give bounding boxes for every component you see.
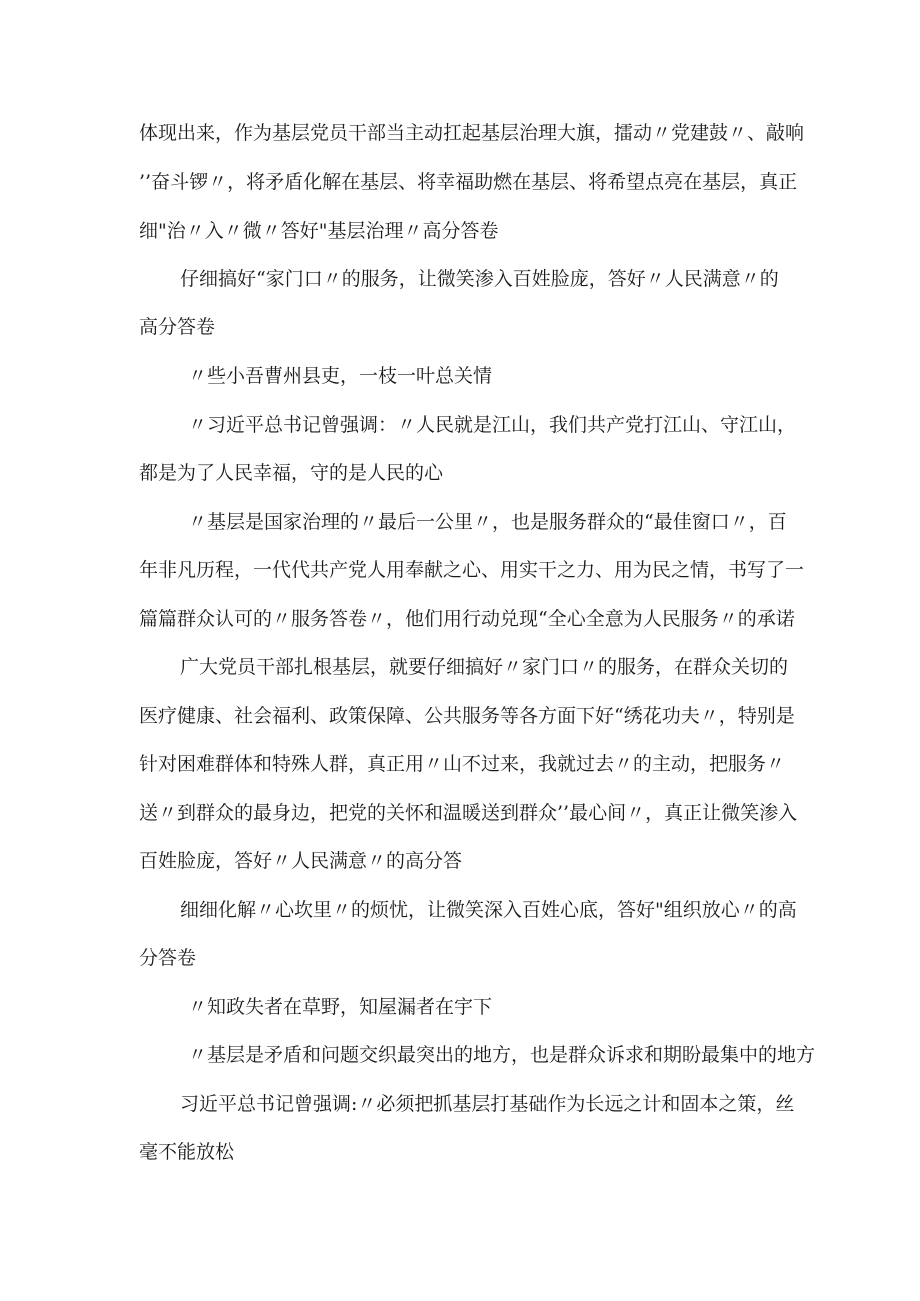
text-line: 〃习近平总书记曾强调：〃人民就是江山，我们共产党打江山、守江山，: [188, 414, 797, 436]
text-line: 高分答卷: [139, 316, 216, 338]
text-line: 篇篇群众认可的〃服务答卷〃，他们用行动兑现“全心全意为人民服务〃的承诺: [139, 608, 795, 630]
text-line: 针对困难群体和特殊人群，真正用〃山不过来，我就过去〃的主动，把服务〃: [139, 753, 786, 775]
text-line: 细"治〃入〃微〃答好"基层治理〃高分答卷: [139, 220, 499, 242]
text-line: 都是为了人民幸福，守的是人民的心: [139, 462, 444, 484]
text-line: 〃基层是国家治理的〃最后一公里〃，也是服务群众的“最佳窗口〃，百: [188, 511, 787, 533]
text-line: 细细化解〃心坎里〃的烦忧，让微笑深入百姓心底，答好"组织放心〃的高: [180, 899, 797, 921]
text-line: 仔细搞好“家门口〃的服务，让微笑渗入百姓脸庞，答好〃人民满意〃的: [180, 268, 779, 290]
text-line: 〃些小吾曹州县吏，一枝一叶总关情: [188, 365, 493, 387]
text-line: 年非凡历程，一代代共产党人用奉献之心、用实干之力、用为民之情，书写了一: [139, 559, 805, 581]
text-line: 毫不能放松: [139, 1141, 235, 1163]
text-line: 体现出来，作为基层党员干部当主动扛起基层治理大旗，擂动〃党建鼓〃、敲响: [139, 122, 805, 144]
text-line: 送〃到群众的最身边，把党的关怀和温暖送到群众’’最心间〃，真正让微笑渗入: [139, 802, 798, 824]
text-line: 医疗健康、社会福利、政策保障、公共服务等各方面下好“绣花功夫〃，特别是: [139, 705, 795, 727]
text-line: 分答卷: [139, 947, 197, 969]
text-line: 百姓脸庞，答好〃人民满意〃的高分答: [139, 850, 463, 872]
text-line: 〃基层是矛盾和问题交织最突出的地方，也是群众诉求和期盼最集中的地方: [188, 1044, 816, 1066]
text-line: 〃知政失者在草野，知屋漏者在宇下: [188, 996, 493, 1018]
text-line: 广大党员干部扎根基层，就要仔细搞好〃家门口〃的服务，在群众关切的: [180, 656, 789, 678]
text-line: ’’奋斗锣〃，将矛盾化解在基层、将幸福助燃在基层、将希望点亮在基层，真正: [139, 171, 798, 193]
text-line: 习近平总书记曾强调:〃必须把抓基层打基础作为长远之计和固本之策，丝: [180, 1093, 795, 1115]
